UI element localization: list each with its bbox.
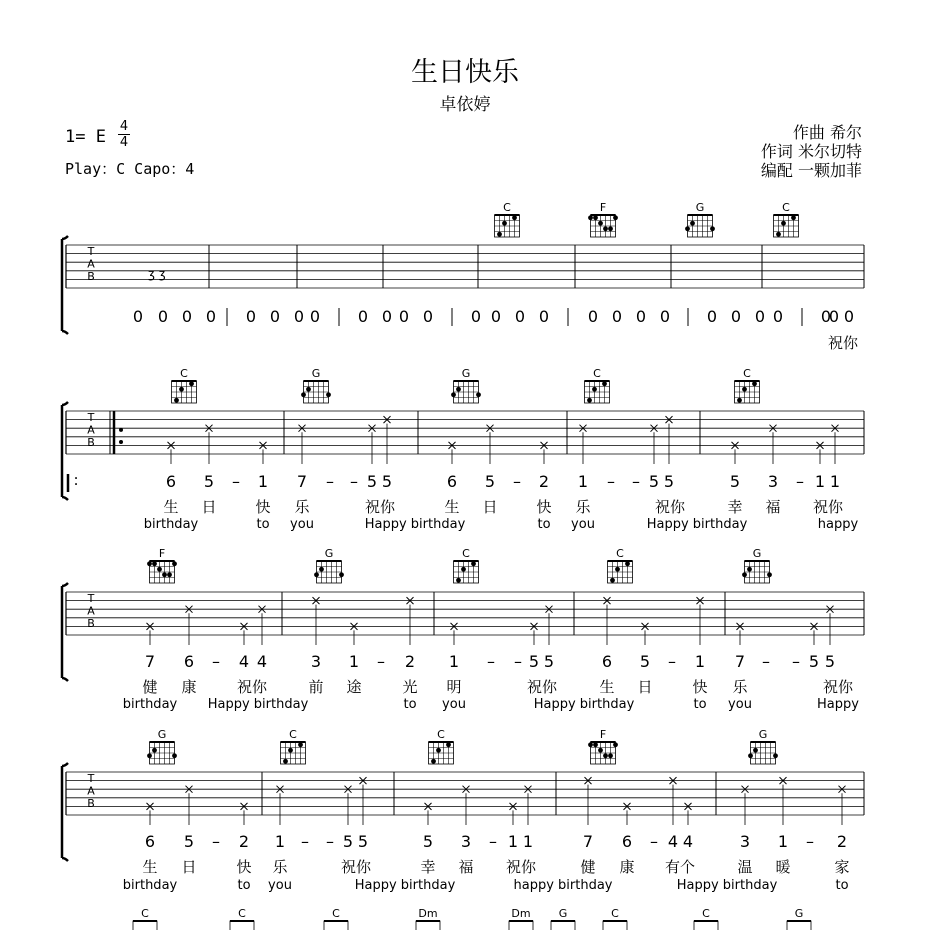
jianpu-note: 0 xyxy=(772,307,784,326)
chord-name-C: C xyxy=(616,547,624,560)
lyric-cn: 日 xyxy=(637,678,653,696)
chord-name-C: C xyxy=(180,367,188,380)
chord-dot xyxy=(685,226,690,231)
jianpu-note: 0 xyxy=(820,307,832,326)
tab-letter-B: B xyxy=(87,270,95,283)
lyric-en: Happy birthday xyxy=(646,517,748,532)
jianpu-note: – xyxy=(377,652,385,671)
lyric-en: birthday xyxy=(143,517,199,532)
chord-name-F: F xyxy=(158,547,166,560)
lyric-cn: 乐 xyxy=(575,498,591,516)
jianpu-note: 1 xyxy=(507,832,519,851)
lyric-cn: 光 xyxy=(402,678,418,696)
chord-name-C: C xyxy=(437,728,445,741)
chord-dot xyxy=(603,753,608,758)
jianpu-note: 4 xyxy=(238,652,250,671)
arranger-credit: 编配 一颗加菲 xyxy=(760,161,862,180)
lyric-en: Happy birthday xyxy=(364,517,466,532)
chord-dot xyxy=(497,232,502,237)
chord-dot xyxy=(162,572,167,577)
chord-dot xyxy=(431,759,436,764)
chord-dot xyxy=(157,567,162,572)
jianpu-note: 0 xyxy=(309,307,321,326)
lyric-cn: 快 xyxy=(255,498,271,516)
jianpu-note: 5 xyxy=(381,472,393,491)
jianpu-note: 5 xyxy=(543,652,555,671)
lyric-cn: 祝你 xyxy=(822,678,854,696)
lyric-en: to xyxy=(256,517,270,532)
chord-dot xyxy=(742,387,747,392)
bottom-chord-C: C xyxy=(702,907,710,920)
repeat-colon: : xyxy=(73,471,79,489)
chord-name-C: C xyxy=(593,367,601,380)
system-bracket xyxy=(62,583,68,681)
lyric-cn: 有个 xyxy=(664,858,696,876)
jianpu-note: – xyxy=(350,472,358,491)
jianpu-note: – xyxy=(668,652,676,671)
lyric-cn: 生 xyxy=(142,858,158,876)
tab-letter-T: T xyxy=(87,245,95,258)
chord-dot xyxy=(167,572,172,577)
tab-letter-T: T xyxy=(87,592,95,605)
chord-dot xyxy=(753,748,758,753)
chord-dot xyxy=(306,387,311,392)
lyric-cn: 家 xyxy=(834,858,850,876)
chord-name-G: G xyxy=(752,547,762,560)
jianpu-note: 0 xyxy=(490,307,502,326)
chord-name-C: C xyxy=(743,367,751,380)
jianpu-note: 1 xyxy=(814,472,826,491)
chord-diagram xyxy=(133,921,157,930)
lyric-en: you xyxy=(442,697,466,712)
chord-dot xyxy=(147,561,152,566)
lyric-en: happy xyxy=(817,517,859,532)
jianpu-note: 0 xyxy=(754,307,766,326)
chord-dot xyxy=(602,381,607,386)
tab-letter-A: A xyxy=(87,257,95,271)
jianpu-note: 1 xyxy=(348,652,360,671)
lyric-cn: 祝你 xyxy=(505,858,537,876)
key-signature: 1= E xyxy=(65,127,106,147)
lyric-en: you xyxy=(290,517,314,532)
tab-letter-B: B xyxy=(87,797,95,810)
chord-dot xyxy=(781,221,786,226)
lyric-cn: 快 xyxy=(536,498,552,516)
chord-dot xyxy=(791,215,796,220)
chord-dot xyxy=(456,578,461,583)
tab-letter-B: B xyxy=(87,617,95,630)
bottom-chord-Dm: Dm xyxy=(418,907,438,920)
jianpu-note: 2 xyxy=(404,652,416,671)
chord-dot xyxy=(283,759,288,764)
lyric-cn: 祝你 xyxy=(364,498,396,516)
chord-dot xyxy=(767,572,772,577)
tab-letter-A: A xyxy=(87,604,95,618)
jianpu-note: – xyxy=(212,832,220,851)
jianpu-note: – xyxy=(632,472,640,491)
chord-dot xyxy=(339,572,344,577)
jianpu-note: – xyxy=(301,832,309,851)
lyric-en: to xyxy=(237,878,251,893)
chord-dot xyxy=(436,748,441,753)
chord-dot xyxy=(502,221,507,226)
chord-diagram xyxy=(603,921,627,930)
jianpu-note: 4 xyxy=(256,652,268,671)
chord-dot xyxy=(446,742,451,747)
lyric-cn: 康 xyxy=(619,858,635,876)
jianpu-note: – xyxy=(326,832,334,851)
chord-name-G: G xyxy=(758,728,768,741)
tab-letter-A: A xyxy=(87,423,95,437)
bottom-chord-C: C xyxy=(238,907,246,920)
chord-dot xyxy=(456,387,461,392)
chord-dot xyxy=(588,742,593,747)
chord-name-G: G xyxy=(461,367,471,380)
chord-name-C: C xyxy=(289,728,297,741)
tab-letter-A: A xyxy=(87,784,95,798)
jianpu-note: 6 xyxy=(144,832,156,851)
chord-dot xyxy=(189,381,194,386)
chord-name-F: F xyxy=(599,728,607,741)
jianpu-note: 2 xyxy=(836,832,848,851)
jianpu-note: 1 xyxy=(577,472,589,491)
jianpu-note: 4 xyxy=(682,832,694,851)
jianpu-note: 6 xyxy=(601,652,613,671)
jianpu-note: 5 xyxy=(484,472,496,491)
jianpu-note: 0 xyxy=(659,307,671,326)
chord-dot xyxy=(288,748,293,753)
system-bracket xyxy=(62,236,68,334)
lyric-cn: 福 xyxy=(458,858,474,876)
jianpu-note: 0 xyxy=(157,307,169,326)
jianpu-note: – xyxy=(796,472,804,491)
bottom-chord-Dm: Dm xyxy=(511,907,531,920)
lyric-cn: 生 xyxy=(444,498,460,516)
lyric-en: to xyxy=(835,878,849,893)
lyric-en: Happy birthday xyxy=(207,697,309,712)
time-sig-numerator: 4 xyxy=(119,119,129,134)
lyric-cn: 康 xyxy=(181,678,197,696)
jianpu-note: – xyxy=(762,652,770,671)
jianpu-note: 0 xyxy=(422,307,434,326)
bottom-chord-C: C xyxy=(611,907,619,920)
tab-letter-B: B xyxy=(87,436,95,449)
jianpu-note: – xyxy=(806,832,814,851)
lyric-cn: 健 xyxy=(142,678,158,696)
jianpu-note: 4 xyxy=(667,832,679,851)
chord-name-F: F xyxy=(599,201,607,214)
chord-dot xyxy=(613,215,618,220)
chord-diagram xyxy=(509,921,533,930)
jianpu-note: – xyxy=(513,472,521,491)
chord-dot xyxy=(747,567,752,572)
lyric-cn: 生 xyxy=(163,498,179,516)
lyric-en: to xyxy=(537,517,551,532)
chord-name-C: C xyxy=(462,547,470,560)
chord-dot xyxy=(748,753,753,758)
lyric-cn: 健 xyxy=(580,858,596,876)
chord-dot xyxy=(625,561,630,566)
lyric-cn: 祝你 xyxy=(812,498,844,516)
chord-diagram xyxy=(416,921,440,930)
song-title: 生日快乐 xyxy=(411,57,519,88)
chord-dot xyxy=(598,221,603,226)
jianpu-note: 1 xyxy=(694,652,706,671)
jianpu-note: 0 xyxy=(245,307,257,326)
lyric-cn: 快 xyxy=(236,858,252,876)
chord-dot xyxy=(592,387,597,392)
chord-dot xyxy=(298,742,303,747)
jianpu-note: – xyxy=(487,652,495,671)
jianpu-note: – xyxy=(607,472,615,491)
tab-letter-T: T xyxy=(87,772,95,785)
jianpu-note: 6 xyxy=(446,472,458,491)
jianpu-note: – xyxy=(489,832,497,851)
jianpu-note: – xyxy=(650,832,658,851)
jianpu-note: 0 xyxy=(205,307,217,326)
jianpu-note: 0 xyxy=(381,307,393,326)
jianpu-note: 5 xyxy=(342,832,354,851)
chord-dot xyxy=(773,753,778,758)
jianpu-note: 0 xyxy=(730,307,742,326)
jianpu-note: – xyxy=(514,652,522,671)
lyric-cn: 幸 xyxy=(727,498,743,516)
lyric-cn: 祝你 xyxy=(236,678,268,696)
jianpu-note: 0 xyxy=(398,307,410,326)
chord-dot xyxy=(613,742,618,747)
chord-name-G: G xyxy=(157,728,167,741)
chord-diagram xyxy=(694,921,718,930)
chord-diagram xyxy=(551,921,575,930)
jianpu-note: 0 xyxy=(706,307,718,326)
jianpu-note: 2 xyxy=(238,832,250,851)
chord-dot xyxy=(172,753,177,758)
jianpu-note: 6 xyxy=(621,832,633,851)
chord-dot xyxy=(461,567,466,572)
jianpu-note: 0 xyxy=(514,307,526,326)
lyric-en: happy birthday xyxy=(513,878,613,893)
lyric-en: you xyxy=(268,878,292,893)
chord-dot xyxy=(152,748,157,753)
lyric-cn: 福 xyxy=(765,498,781,516)
chord-dot xyxy=(319,567,324,572)
jianpu-note: 7 xyxy=(734,652,746,671)
lyric-cn: 前 xyxy=(308,678,324,696)
chord-diagram xyxy=(324,921,348,930)
chord-diagram xyxy=(230,921,254,930)
lyric-cn: 日 xyxy=(181,858,197,876)
lyric-cn: 乐 xyxy=(272,858,288,876)
jianpu-note: 7 xyxy=(582,832,594,851)
lyric-en: you xyxy=(571,517,595,532)
chord-name-C: C xyxy=(503,201,511,214)
jianpu-note: 1 xyxy=(777,832,789,851)
lyric-en: Happy birthday xyxy=(533,697,635,712)
jianpu-note: 3 xyxy=(739,832,751,851)
jianpu-note: 5 xyxy=(422,832,434,851)
chord-dot xyxy=(588,215,593,220)
jianpu-note: 5 xyxy=(663,472,675,491)
jianpu-note: 0 xyxy=(828,307,840,326)
bottom-chord-C: C xyxy=(332,907,340,920)
chord-dot xyxy=(776,232,781,237)
jianpu-note: 5 xyxy=(639,652,651,671)
jianpu-note: 0 xyxy=(843,307,855,326)
lyric-cn: 祝你 xyxy=(827,334,859,352)
jianpu-note: 3 xyxy=(310,652,322,671)
bottom-chord-G: G xyxy=(558,907,568,920)
jianpu-note: 0 xyxy=(470,307,482,326)
chord-dot xyxy=(593,215,598,220)
chord-dot xyxy=(471,561,476,566)
chord-dot xyxy=(608,226,613,231)
jianpu-note: 0 xyxy=(181,307,193,326)
lyric-cn: 祝你 xyxy=(340,858,372,876)
chord-name-G: G xyxy=(324,547,334,560)
rest-symbol: ʒ ʒ xyxy=(148,267,166,281)
lyric-en: you xyxy=(728,697,752,712)
lyric-cn: 明 xyxy=(446,678,462,696)
jianpu-note: – xyxy=(792,652,800,671)
chord-dot xyxy=(172,561,177,566)
lyric-cn: 暖 xyxy=(775,858,791,876)
jianpu-note: 1 xyxy=(829,472,841,491)
lyric-cn: 乐 xyxy=(732,678,748,696)
jianpu-note: 1 xyxy=(274,832,286,851)
jianpu-note: 5 xyxy=(729,472,741,491)
jianpu-note: 7 xyxy=(144,652,156,671)
jianpu-note: 5 xyxy=(528,652,540,671)
repeat-dot xyxy=(119,440,123,444)
lyric-cn: 乐 xyxy=(294,498,310,516)
lyric-en: Happy birthday xyxy=(354,878,456,893)
jianpu-note: 1 xyxy=(522,832,534,851)
lyric-cn: 日 xyxy=(482,498,498,516)
artist-name: 卓依婷 xyxy=(439,95,491,115)
lyric-en: to xyxy=(403,697,417,712)
chord-dot xyxy=(608,753,613,758)
lyric-en: Happy birthday xyxy=(676,878,778,893)
lyricist-credit: 作词 米尔切特 xyxy=(760,142,862,161)
jianpu-note: – xyxy=(326,472,334,491)
chord-dot xyxy=(314,572,319,577)
chord-name-C: C xyxy=(782,201,790,214)
time-sig-denominator: 4 xyxy=(119,135,129,150)
lyric-cn: 生 xyxy=(599,678,615,696)
chord-dot xyxy=(752,381,757,386)
chord-dot xyxy=(147,753,152,758)
jianpu-note: 7 xyxy=(296,472,308,491)
jianpu-note: 0 xyxy=(587,307,599,326)
jianpu-note: 3 xyxy=(460,832,472,851)
jianpu-note: 0 xyxy=(538,307,550,326)
jianpu-note: 0 xyxy=(132,307,144,326)
jianpu-note: 0 xyxy=(357,307,369,326)
jianpu-note: 5 xyxy=(808,652,820,671)
chord-dot xyxy=(615,567,620,572)
chord-dot xyxy=(476,392,481,397)
chord-diagram xyxy=(787,921,811,930)
play-capo: Play：C Capo：4 xyxy=(65,160,195,178)
chord-dot xyxy=(742,572,747,577)
chord-dot xyxy=(598,748,603,753)
jianpu-note: 0 xyxy=(269,307,281,326)
jianpu-note: – xyxy=(212,652,220,671)
jianpu-note: 3 xyxy=(767,472,779,491)
jianpu-note: 1 xyxy=(257,472,269,491)
lyric-en: Happy xyxy=(817,697,859,712)
chord-dot xyxy=(152,561,157,566)
chord-dot xyxy=(603,226,608,231)
chord-dot xyxy=(451,392,456,397)
jianpu-note: 6 xyxy=(183,652,195,671)
lyric-cn: 快 xyxy=(692,678,708,696)
lyric-cn: 日 xyxy=(201,498,217,516)
chord-dot xyxy=(737,398,742,403)
jianpu-note: 0 xyxy=(293,307,305,326)
system-bracket xyxy=(62,763,68,861)
lyric-en: to xyxy=(693,697,707,712)
jianpu-note: 5 xyxy=(648,472,660,491)
jianpu-note: 1 xyxy=(448,652,460,671)
jianpu-note: 6 xyxy=(165,472,177,491)
chord-dot xyxy=(587,398,592,403)
chord-dot xyxy=(512,215,517,220)
jianpu-note: 5 xyxy=(824,652,836,671)
chord-dot xyxy=(326,392,331,397)
chord-dot xyxy=(690,221,695,226)
bottom-chord-C: C xyxy=(141,907,149,920)
lyric-en: birthday xyxy=(122,697,178,712)
chord-dot xyxy=(301,392,306,397)
jianpu-note: 2 xyxy=(538,472,550,491)
chord-dot xyxy=(610,578,615,583)
lyric-cn: 幸 xyxy=(420,858,436,876)
jianpu-note: – xyxy=(232,472,240,491)
jianpu-note: 0 xyxy=(611,307,623,326)
bottom-chord-G: G xyxy=(794,907,804,920)
chord-dot xyxy=(710,226,715,231)
chord-name-G: G xyxy=(695,201,705,214)
composer-credit: 作曲 希尔 xyxy=(792,123,862,142)
jianpu-note: 5 xyxy=(357,832,369,851)
jianpu-note: 0 xyxy=(635,307,647,326)
chord-dot xyxy=(174,398,179,403)
tab-letter-T: T xyxy=(87,411,95,424)
repeat-dot xyxy=(119,428,123,432)
jianpu-note: 5 xyxy=(203,472,215,491)
lyric-cn: 祝你 xyxy=(654,498,686,516)
chord-dot xyxy=(593,742,598,747)
lyric-cn: 温 xyxy=(737,858,753,876)
jianpu-note: 5 xyxy=(183,832,195,851)
chord-name-G: G xyxy=(311,367,321,380)
chord-dot xyxy=(179,387,184,392)
jianpu-note: 5 xyxy=(366,472,378,491)
lyric-cn: 祝你 xyxy=(526,678,558,696)
lyric-cn: 途 xyxy=(346,678,362,696)
lyric-en: birthday xyxy=(122,878,178,893)
